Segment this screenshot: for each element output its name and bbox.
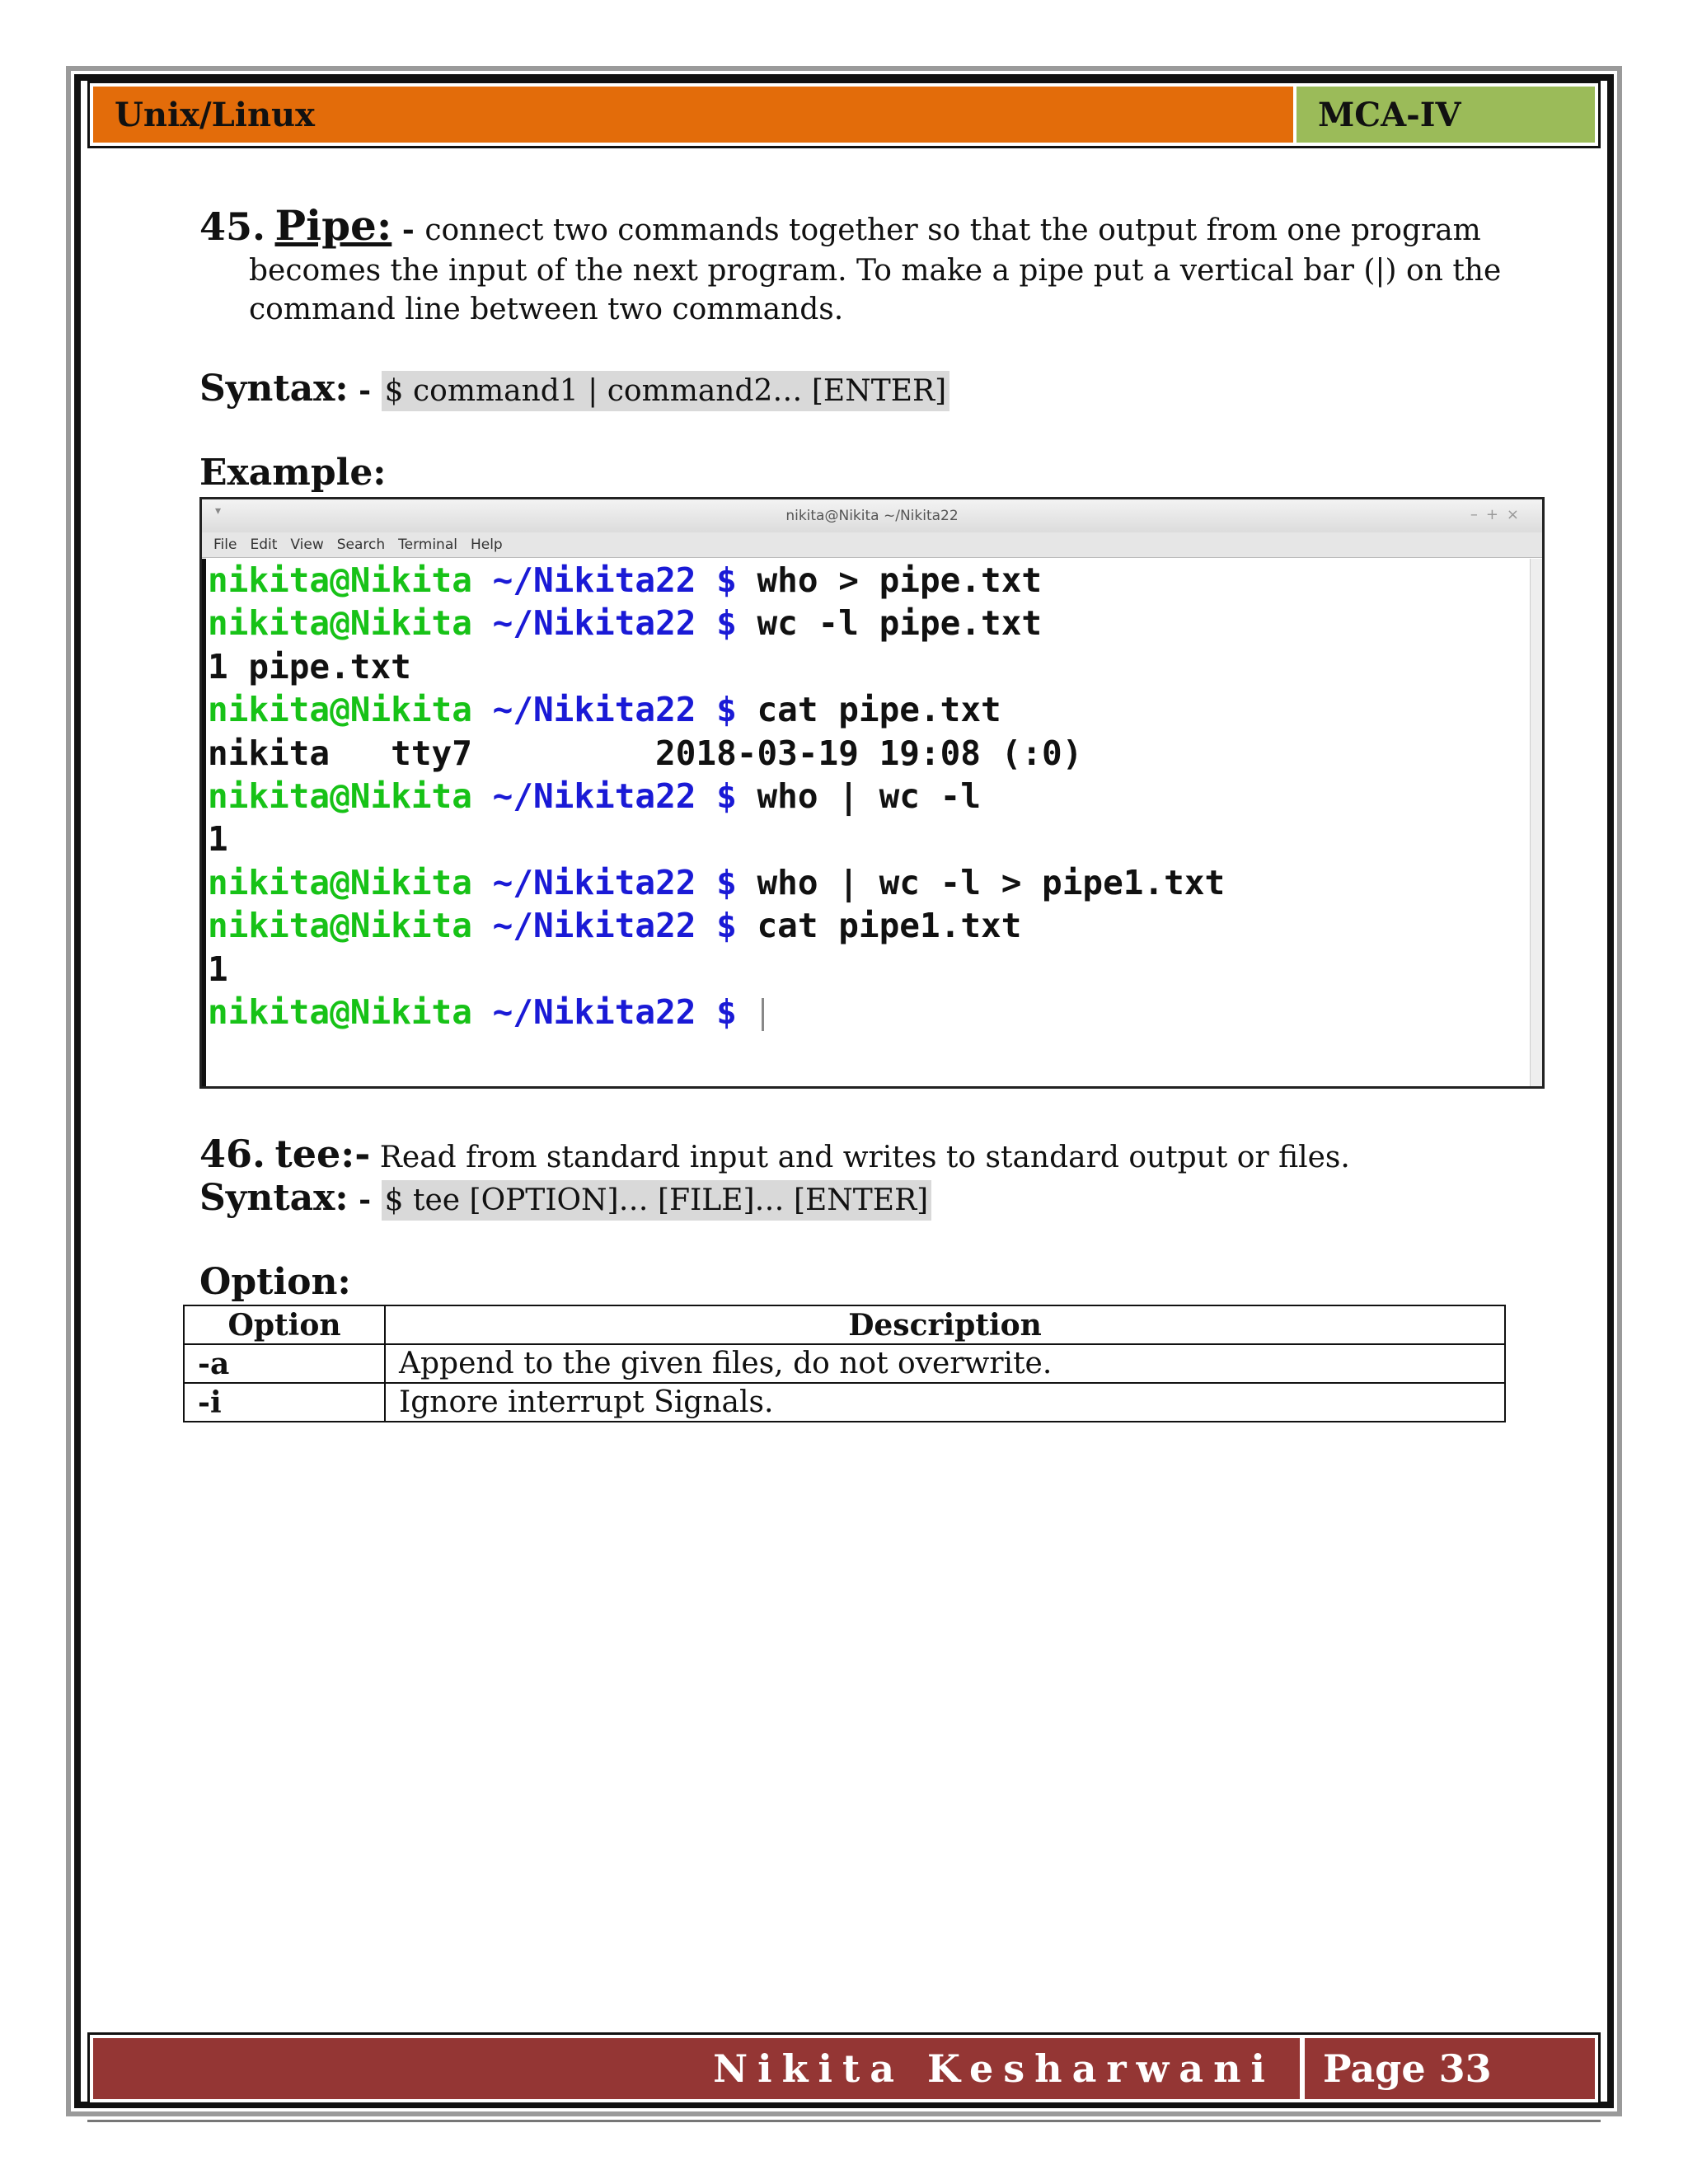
section-45-line1 — [199, 201, 1481, 251]
prompt-user: nikita@Nikita — [208, 560, 472, 600]
window-menu-icon: ▾ — [215, 504, 222, 518]
section-number: 46. — [199, 1132, 266, 1176]
terminal-command: wc -l pipe.txt — [757, 603, 1043, 644]
prompt-user: nikita@Nikita — [208, 906, 472, 946]
header-subject: Unix/Linux — [93, 87, 1293, 143]
terminal-output-text: 1 — [208, 949, 228, 989]
section-title: Pipe: — [274, 201, 392, 250]
section-46-line — [199, 1134, 1350, 1178]
table-header-row — [184, 1305, 1505, 1344]
section-desc-line3: command line between two commands. — [249, 293, 844, 326]
prompt-path: ~/Nikita22 $ — [471, 862, 757, 902]
terminal-menu-item-terminal[interactable]: Terminal — [398, 537, 457, 553]
header-course: MCA-IV — [1296, 87, 1595, 143]
prompt-user: nikita@Nikita — [208, 776, 472, 816]
terminal-output — [202, 559, 1531, 1086]
prompt-path: ~/Nikita22 $ — [471, 603, 757, 644]
terminal-output-text: 1 — [208, 819, 228, 860]
option-cell: -i — [184, 1383, 385, 1422]
terminal-menu-item-search[interactable]: Search — [336, 537, 386, 553]
syntax-label: Syntax: — [199, 368, 349, 410]
terminal-line — [208, 861, 1531, 904]
terminal-title: nikita@Nikita ~/Nikita22 — [785, 508, 959, 524]
terminal-line — [208, 775, 1531, 818]
terminal-menubar — [202, 532, 1542, 558]
syntax-dash: - — [348, 1183, 382, 1217]
terminal-menu-item-file[interactable]: File — [213, 537, 237, 553]
prompt-path: ~/Nikita22 $ — [471, 906, 757, 946]
table-header-description: Description — [385, 1305, 1505, 1344]
section-number: 45. — [199, 204, 266, 249]
section-dash: - — [392, 213, 425, 247]
prompt-user: nikita@Nikita — [208, 862, 472, 902]
terminal-output-text: nikita tty7 2018-03-19 19:08 (:0) — [208, 733, 1083, 773]
text-cursor — [762, 998, 764, 1031]
prompt-path: ~/Nikita22 $ — [471, 991, 757, 1032]
terminal-command: cat pipe1.txt — [757, 906, 1022, 946]
terminal-line — [208, 732, 1531, 775]
syntax-label: Syntax: — [199, 1177, 349, 1219]
terminal-command: cat pipe.txt — [757, 690, 1001, 730]
terminal-line — [208, 948, 1531, 991]
table-row — [184, 1383, 1505, 1422]
footer-author: Nikita Kesharwani — [93, 2038, 1300, 2099]
description-cell: Ignore interrupt Signals. — [385, 1383, 1505, 1422]
terminal-command: who | wc -l — [757, 776, 982, 816]
example-label: Example: — [199, 452, 387, 494]
footer-divider — [87, 2120, 1601, 2122]
terminal-screenshot — [199, 497, 1545, 1089]
terminal-titlebar — [202, 499, 1542, 532]
table-row — [184, 1344, 1505, 1383]
footer-page-number: Page 33 — [1305, 2038, 1595, 2099]
option-cell: -a — [184, 1344, 385, 1383]
prompt-user: nikita@Nikita — [208, 690, 472, 730]
section-desc-line1: connect two commands together so that the output from one program — [424, 213, 1481, 247]
section-title: tee:- — [274, 1132, 371, 1176]
prompt-user: nikita@Nikita — [208, 603, 472, 644]
terminal-menu-item-edit[interactable]: Edit — [250, 537, 278, 553]
section-desc-line2: becomes the input of the next program. To make a pipe put a vertical bar (|) on the — [249, 254, 1502, 288]
terminal-menu-item-help[interactable]: Help — [470, 537, 503, 553]
option-label: Option: — [199, 1261, 351, 1303]
terminal-line — [208, 645, 1531, 688]
description-cell: Append to the given files, do not overwrite. — [385, 1344, 1505, 1383]
terminal-line — [208, 818, 1531, 860]
terminal-line — [208, 559, 1531, 602]
terminal-scrollbar — [1530, 559, 1542, 1086]
prompt-path: ~/Nikita22 $ — [471, 560, 757, 600]
terminal-line — [208, 688, 1531, 731]
syntax-value: $ command1 | command2… [ENTER] — [382, 371, 950, 411]
syntax-dash: - — [348, 373, 382, 408]
section-desc: Read from standard input and writes to standard output or files. — [370, 1141, 1350, 1174]
prompt-path: ~/Nikita22 $ — [471, 690, 757, 730]
syntax-line-46 — [199, 1179, 931, 1221]
page-header — [87, 81, 1601, 148]
option-table — [183, 1305, 1506, 1422]
terminal-menu-item-view[interactable]: View — [290, 537, 324, 553]
terminal-line — [208, 602, 1531, 644]
prompt-path: ~/Nikita22 $ — [471, 776, 757, 816]
terminal-line — [208, 991, 1531, 1033]
page-footer — [87, 2032, 1601, 2105]
table-header-option: Option — [184, 1305, 385, 1344]
terminal-command: who | wc -l > pipe1.txt — [757, 862, 1226, 902]
syntax-line-45 — [199, 369, 950, 411]
terminal-output-text: 1 pipe.txt — [208, 646, 411, 687]
syntax-value: $ tee [OPTION]… [FILE]… [ENTER] — [382, 1180, 932, 1221]
terminal-line — [208, 904, 1531, 947]
terminal-command: who > pipe.txt — [757, 560, 1043, 600]
window-controls-icon: –+× — [1470, 506, 1527, 523]
prompt-user: nikita@Nikita — [208, 991, 472, 1032]
